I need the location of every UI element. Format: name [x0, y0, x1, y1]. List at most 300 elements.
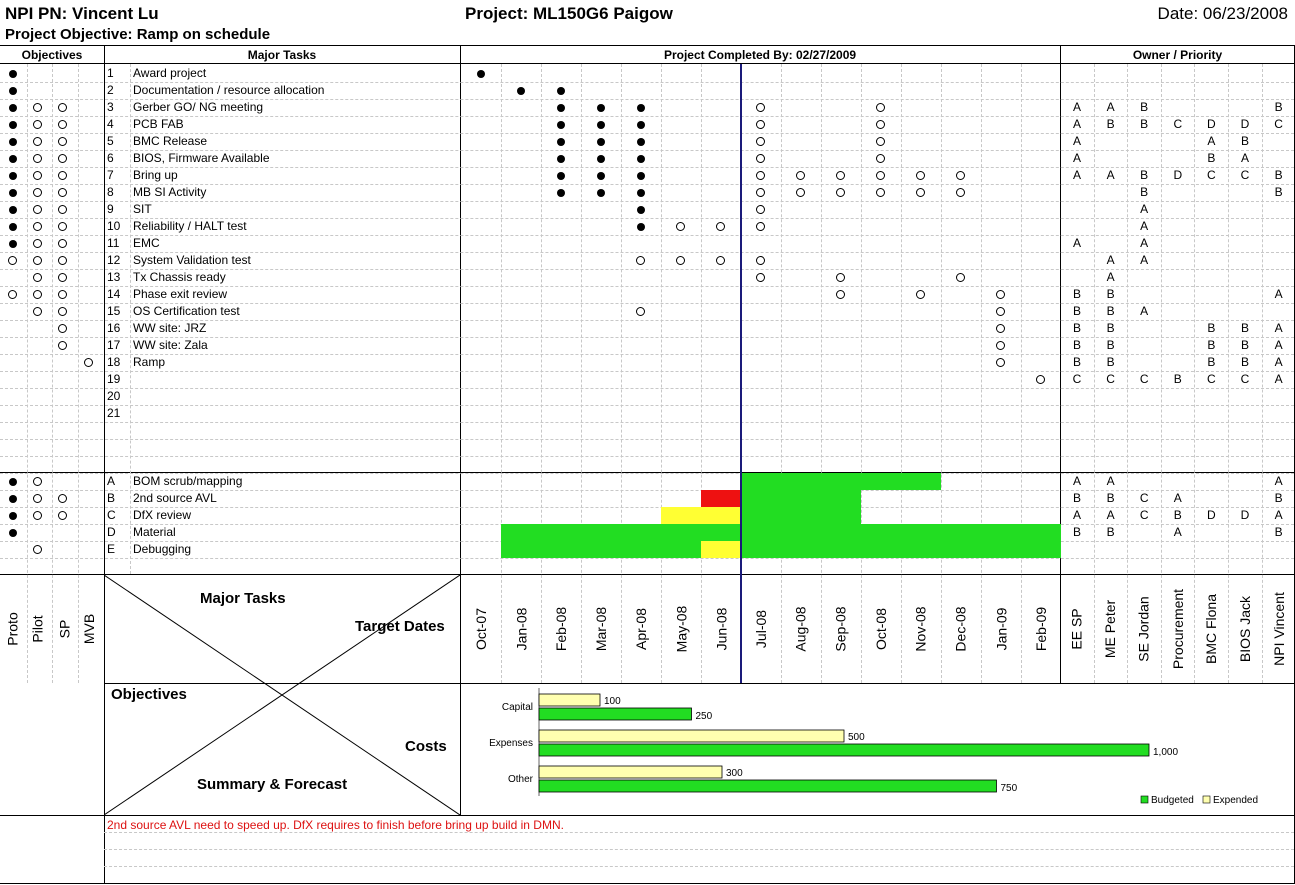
objective-marker: [54, 320, 71, 337]
open-circle-marker: [836, 188, 845, 197]
open-circle-marker: [33, 171, 42, 180]
objective-marker: [4, 524, 21, 541]
task-name: OS Certification test: [133, 304, 240, 318]
filled-dot-marker: [477, 70, 485, 78]
owner-priority-letter: B: [1106, 304, 1115, 318]
schedule-marker: [552, 82, 569, 99]
owner-priority-letter: B: [1140, 185, 1149, 199]
issue-name: 2nd source AVL: [133, 491, 217, 505]
schedule-marker: [832, 286, 849, 303]
filled-dot-marker: [557, 138, 565, 146]
schedule-marker: [552, 116, 569, 133]
category-label: Other: [507, 774, 533, 785]
task-number: 19: [107, 372, 121, 386]
red-status-bar: [701, 490, 741, 507]
open-circle-marker: [58, 511, 67, 520]
owner-priority-letter: B: [1072, 304, 1081, 318]
objective-marker: [29, 116, 46, 133]
budgeted-bar: [539, 744, 1149, 756]
filled-dot-marker: [9, 189, 17, 197]
owner-col-label: EE SP: [1068, 608, 1085, 650]
green-status-bar: [741, 541, 1061, 558]
objective-marker: [4, 252, 21, 269]
owner-priority-letter: A: [1072, 474, 1081, 488]
owner-priority-letter: A: [1072, 236, 1081, 250]
schedule-marker: [832, 269, 849, 286]
objective-marker: [4, 507, 21, 524]
filled-dot-marker: [637, 189, 645, 197]
month-col: [661, 578, 701, 680]
open-circle-marker: [8, 290, 17, 299]
open-circle-marker: [58, 256, 67, 265]
budgeted-bar: [539, 780, 997, 792]
expended-value-label: 300: [726, 768, 743, 779]
filled-dot-marker: [9, 223, 17, 231]
objective-col-proto: [0, 578, 26, 680]
month-col-label: Nov-08: [913, 606, 930, 652]
open-circle-marker: [33, 307, 42, 316]
report-date: Date: 06/23/2008: [1157, 4, 1288, 23]
owner-priority-letter: B: [1240, 355, 1249, 369]
schedule-marker: [952, 167, 969, 184]
schedule-marker: [552, 133, 569, 150]
filled-dot-marker: [9, 172, 17, 180]
schedule-marker: [552, 150, 569, 167]
task-number: 20: [107, 389, 121, 403]
schedule-marker: [872, 150, 889, 167]
matrix-objectives: Objectives: [111, 686, 187, 703]
schedule-marker: [752, 252, 769, 269]
task-name: Gerber GO/ NG meeting: [133, 100, 264, 114]
objective-marker: [54, 150, 71, 167]
filled-dot-marker: [557, 104, 565, 112]
objective-marker: [54, 167, 71, 184]
owner-priority-letter: C: [1207, 168, 1216, 182]
owner-priority-letter: B: [1140, 117, 1149, 131]
month-col-label: Feb-08: [553, 606, 570, 652]
schedule-marker: [992, 286, 1009, 303]
grid-line: [0, 439, 1294, 440]
schedule-marker: [992, 303, 1009, 320]
schedule-marker: [512, 82, 529, 99]
open-circle-marker: [33, 545, 42, 554]
schedule-marker: [952, 269, 969, 286]
objective-marker: [4, 286, 21, 303]
schedule-marker: [832, 167, 849, 184]
open-circle-marker: [58, 120, 67, 129]
month-col-label: Sep-08: [833, 606, 849, 652]
objective-col-mvb: [76, 578, 102, 680]
open-circle-marker: [33, 137, 42, 146]
owner-priority-letter: A: [1207, 134, 1216, 148]
filled-dot-marker: [9, 478, 17, 486]
filled-dot-marker: [637, 172, 645, 180]
filled-dot-marker: [9, 70, 17, 78]
objective-marker: [4, 473, 21, 490]
schedule-marker: [952, 184, 969, 201]
objective-marker: [29, 252, 46, 269]
open-circle-marker: [1036, 375, 1045, 384]
task-number: 4: [107, 117, 114, 131]
owner-priority-letter: C: [1072, 372, 1082, 386]
month-col: [1021, 578, 1061, 680]
objective-col-pilot: [25, 578, 51, 680]
completed-by-header: Project Completed By: 02/27/2009: [663, 48, 857, 62]
open-circle-marker: [716, 222, 725, 231]
owner-priority-letter: B: [1274, 185, 1283, 199]
owner-priority-letter: B: [1274, 525, 1283, 539]
objective-marker: [80, 354, 97, 371]
owner-priority-letter: A: [1274, 321, 1283, 335]
open-circle-marker: [756, 205, 765, 214]
owner-col-label: BMC Flona: [1203, 593, 1220, 665]
open-circle-marker: [33, 239, 42, 248]
objective-marker: [29, 99, 46, 116]
schedule-marker: [552, 184, 569, 201]
objective-marker: [4, 82, 21, 99]
objective-marker: [4, 218, 21, 235]
objective-marker: [4, 150, 21, 167]
owner-priority-letter: B: [1072, 491, 1081, 505]
schedule-marker: [752, 116, 769, 133]
owner-priority-letter: C: [1139, 491, 1149, 505]
owner-priority-letter: B: [1106, 355, 1115, 369]
today-line-overlay: [740, 473, 742, 558]
grid-line: [0, 422, 1294, 423]
objective-marker: [54, 337, 71, 354]
month-col: [941, 578, 981, 680]
owner-priority-letter: B: [1072, 525, 1081, 539]
owner-col: [1228, 578, 1262, 680]
open-circle-marker: [33, 273, 42, 282]
month-col-label: Jan-08: [513, 607, 529, 651]
task-number: 12: [107, 253, 121, 267]
task-number: 1: [107, 66, 114, 80]
owner-col: [1060, 578, 1094, 680]
task-number: 9: [107, 202, 114, 216]
filled-dot-marker: [637, 138, 645, 146]
task-number: 13: [107, 270, 121, 284]
owner-priority-letter: A: [1274, 338, 1283, 352]
objective-marker: [54, 269, 71, 286]
objective-marker: [54, 286, 71, 303]
month-col-label: Jul-08: [752, 609, 769, 649]
filled-dot-marker: [597, 121, 605, 129]
grid-line: [0, 456, 1294, 457]
open-circle-marker: [58, 137, 67, 146]
schedule-marker: [752, 201, 769, 218]
owner-priority-letter: C: [1274, 117, 1283, 131]
owner-priority-letter: D: [1240, 117, 1250, 131]
open-circle-marker: [58, 171, 67, 180]
owner-priority-letter: B: [1207, 151, 1216, 165]
month-col: [741, 578, 781, 680]
month-col: [781, 578, 821, 680]
open-circle-marker: [796, 188, 805, 197]
filled-dot-marker: [637, 223, 645, 231]
schedule-marker: [592, 167, 609, 184]
owner-priority-letter: A: [1140, 219, 1149, 233]
objective-marker: [54, 184, 71, 201]
task-number: 16: [107, 321, 121, 335]
yellow-status-bar: [701, 541, 741, 558]
task-number: 5: [107, 134, 114, 148]
objective-marker: [29, 269, 46, 286]
owner-priority-letter: A: [1072, 117, 1081, 131]
filled-dot-marker: [9, 138, 17, 146]
open-circle-marker: [836, 273, 845, 282]
objective-col-proto-label: Proto: [5, 612, 21, 646]
task-number: 14: [107, 287, 121, 301]
owner-col: [1094, 578, 1128, 680]
objective-marker: [54, 303, 71, 320]
open-circle-marker: [33, 222, 42, 231]
filled-dot-marker: [597, 189, 605, 197]
budgeted-value-label: 1,000: [1153, 747, 1179, 758]
objective-marker: [54, 218, 71, 235]
expended-value-label: 500: [848, 732, 865, 743]
filled-dot-marker: [597, 138, 605, 146]
owner-priority-letter: A: [1140, 304, 1149, 318]
expended-bar: [539, 730, 844, 742]
filled-dot-marker: [557, 172, 565, 180]
owner-priority-letter: A: [1106, 100, 1115, 114]
expended-value-label: 100: [604, 696, 621, 707]
owner-priority-letter: A: [1106, 270, 1115, 284]
schedule-marker: [632, 218, 649, 235]
schedule-marker: [632, 116, 649, 133]
owner-col-label: NPI Vincent: [1270, 592, 1287, 666]
month-col-label: Oct-07: [473, 607, 490, 651]
owner-priority-letter: B: [1072, 338, 1081, 352]
open-circle-marker: [8, 256, 17, 265]
objective-marker: [54, 235, 71, 252]
task-number: 21: [107, 406, 121, 420]
owner-priority-letter: D: [1240, 508, 1250, 522]
schedule-marker: [672, 252, 689, 269]
open-circle-marker: [876, 120, 885, 129]
legend-expended-swatch: [1203, 796, 1210, 803]
open-circle-marker: [756, 188, 765, 197]
month-col-label: Aug-08: [793, 606, 809, 652]
owner-priority-letter: A: [1173, 525, 1182, 539]
task-name: Documentation / resource allocation: [133, 83, 325, 97]
filled-dot-marker: [597, 172, 605, 180]
schedule-marker: [632, 150, 649, 167]
month-col-label: Dec-08: [953, 606, 970, 652]
schedule-marker: [912, 167, 929, 184]
month-col: [461, 578, 501, 680]
objective-marker: [29, 541, 46, 558]
objective-marker: [54, 507, 71, 524]
month-col-label: Jun-08: [713, 607, 729, 651]
expended-bar: [539, 694, 600, 706]
open-circle-marker: [956, 171, 965, 180]
schedule-marker: [712, 218, 729, 235]
owner-col-label: SE Jordan: [1135, 596, 1152, 662]
objective-col-pilot-label: Pilot: [30, 615, 47, 643]
cost-chart: [461, 684, 1295, 814]
open-circle-marker: [876, 171, 885, 180]
owner-priority-letter: B: [1106, 287, 1115, 301]
month-col: [541, 578, 581, 680]
objective-marker: [4, 99, 21, 116]
open-circle-marker: [33, 256, 42, 265]
objective-marker: [29, 235, 46, 252]
task-name: PCB FAB: [133, 117, 184, 131]
month-col-label: Oct-08: [873, 607, 890, 651]
objective-marker: [54, 252, 71, 269]
open-circle-marker: [84, 358, 93, 367]
task-number: 7: [107, 168, 114, 182]
schedule-marker: [752, 218, 769, 235]
task-number: 2: [107, 83, 114, 97]
open-circle-marker: [58, 324, 67, 333]
open-circle-marker: [58, 103, 67, 112]
yellow-status-bar: [661, 507, 741, 524]
open-circle-marker: [33, 188, 42, 197]
schedule-marker: [912, 184, 929, 201]
owner-priority-letter: B: [1106, 321, 1115, 335]
owner-priority-letter: B: [1207, 338, 1216, 352]
category-label: Expenses: [489, 738, 533, 749]
objectives-header: Objectives: [21, 48, 83, 62]
owner-priority-letter: A: [1274, 355, 1283, 369]
issue-id: D: [107, 525, 116, 539]
schedule-marker: [872, 167, 889, 184]
owner-priority-letter: B: [1240, 134, 1249, 148]
schedule-marker: [552, 167, 569, 184]
objective-marker: [29, 150, 46, 167]
task-name: Phase exit review: [133, 287, 228, 301]
task-number: 18: [107, 355, 121, 369]
open-circle-marker: [756, 154, 765, 163]
open-circle-marker: [636, 256, 645, 265]
objective-marker: [54, 490, 71, 507]
grid-line: [0, 815, 1295, 816]
open-circle-marker: [876, 188, 885, 197]
task-number: 17: [107, 338, 121, 352]
owner-priority-letter: A: [1274, 287, 1283, 301]
objective-marker: [29, 201, 46, 218]
owner-priority-letter: C: [1139, 508, 1149, 522]
open-circle-marker: [58, 222, 67, 231]
month-col-label: Apr-08: [633, 607, 649, 651]
issue-name: BOM scrub/mapping: [133, 474, 243, 488]
project-objective: Project Objective: Ramp on schedule: [5, 26, 271, 43]
schedule-marker: [632, 99, 649, 116]
month-col-label: Feb-09: [1033, 606, 1050, 652]
filled-dot-marker: [517, 87, 525, 95]
task-name: Reliability / HALT test: [133, 219, 247, 233]
green-status-bar: [501, 541, 701, 558]
owner-priority-letter: B: [1072, 355, 1081, 369]
objective-marker: [29, 184, 46, 201]
schedule-marker: [632, 303, 649, 320]
green-status-bar: [741, 473, 941, 490]
open-circle-marker: [756, 171, 765, 180]
issue-id: E: [107, 542, 116, 556]
filled-dot-marker: [9, 495, 17, 503]
task-name: Bring up: [133, 168, 178, 182]
open-circle-marker: [876, 154, 885, 163]
objective-marker: [4, 116, 21, 133]
owner-col: [1127, 578, 1161, 680]
filled-dot-marker: [9, 121, 17, 129]
owner-priority-letter: C: [1106, 372, 1115, 386]
open-circle-marker: [876, 137, 885, 146]
schedule-marker: [832, 184, 849, 201]
filled-dot-marker: [557, 155, 565, 163]
grid-line: [104, 866, 1294, 867]
objective-marker: [4, 65, 21, 82]
task-name: SIT: [133, 202, 152, 216]
schedule-marker: [752, 167, 769, 184]
grid-line: [0, 405, 1294, 406]
schedule-marker: [872, 116, 889, 133]
grid-line: [0, 45, 1295, 46]
schedule-marker: [872, 184, 889, 201]
schedule-marker: [992, 320, 1009, 337]
filled-dot-marker: [597, 104, 605, 112]
open-circle-marker: [756, 120, 765, 129]
owner-priority-letter: A: [1274, 372, 1283, 386]
open-circle-marker: [33, 290, 42, 299]
owner-priority-letter: A: [1274, 508, 1283, 522]
grid-line: [0, 235, 1294, 236]
month-col: [621, 578, 661, 680]
owner-priority-letter: D: [1207, 508, 1216, 522]
schedule-marker: [592, 184, 609, 201]
objective-marker: [4, 133, 21, 150]
open-circle-marker: [636, 307, 645, 316]
grid-line: [130, 64, 131, 574]
green-status-bar: [501, 524, 1061, 541]
open-circle-marker: [58, 154, 67, 163]
schedule-marker: [632, 133, 649, 150]
grid-line: [0, 63, 1295, 64]
objective-marker: [29, 167, 46, 184]
objective-col-sp-label: SP: [56, 619, 72, 639]
owner-priority-letter: B: [1106, 491, 1115, 505]
open-circle-marker: [58, 341, 67, 350]
schedule-marker: [632, 167, 649, 184]
month-col: [821, 578, 861, 680]
schedule-marker: [552, 99, 569, 116]
schedule-marker: [632, 201, 649, 218]
owner-priority-letter: B: [1106, 117, 1115, 131]
owner-priority-letter: B: [1173, 508, 1182, 522]
open-circle-marker: [756, 103, 765, 112]
owner-priority-letter: A: [1173, 491, 1182, 505]
open-circle-marker: [716, 256, 725, 265]
owner-priority-letter: D: [1207, 117, 1216, 131]
objective-marker: [54, 116, 71, 133]
objective-marker: [54, 201, 71, 218]
open-circle-marker: [58, 188, 67, 197]
open-circle-marker: [33, 154, 42, 163]
grid-line: [0, 388, 1294, 389]
owner-priority-letter: B: [1274, 491, 1283, 505]
open-circle-marker: [58, 494, 67, 503]
owner-priority-letter: B: [1207, 355, 1216, 369]
owner-priority-letter: A: [1274, 474, 1283, 488]
month-col: [701, 578, 741, 680]
month-col-label: May-08: [673, 605, 689, 653]
filled-dot-marker: [9, 104, 17, 112]
owner-col-label: BIOS Jack: [1236, 595, 1253, 663]
open-circle-marker: [58, 307, 67, 316]
